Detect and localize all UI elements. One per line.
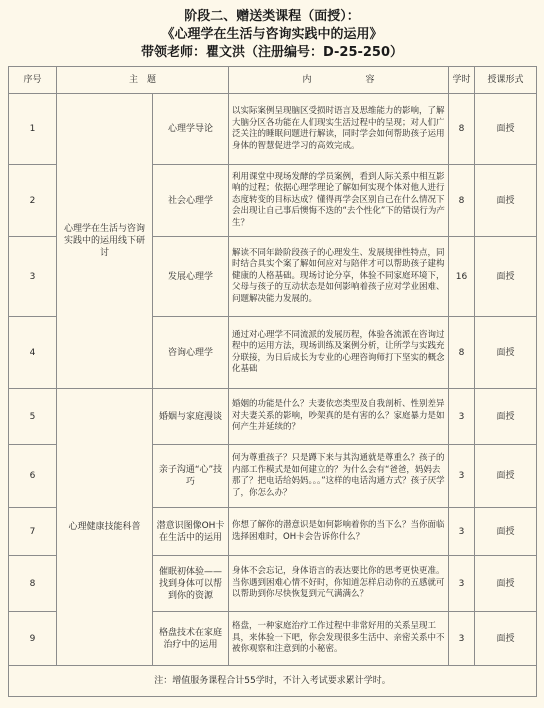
course-description: 你想了解你的潜意识是如何影响着你的当下么？当你面临选择困难时，OH卡会告诉你什么？ [229, 508, 449, 556]
col-header-topic: 主 题 [57, 67, 229, 94]
course-hours: 3 [449, 445, 475, 508]
course-format: 面授 [475, 94, 537, 165]
row-number: 7 [9, 508, 57, 556]
course-name: 催眠初体验——找到身体可以帮到你的资源 [153, 556, 229, 612]
course-name: 咨询心理学 [153, 317, 229, 389]
stage-title: 阶段二、赠送类课程（面授）： [184, 9, 360, 24]
course-description: 利用课堂中现场发酵的学员案例，看到人际关系中相互影响的过程；依据心理学理论了解如何实现个体对他人进行态度转变的目标达成？懂得再学会区别自己在什么情况下会出现让自己事后懊悔不迭的“去个性化”下的错误行为产生？ [229, 165, 449, 237]
table-header-row [9, 67, 537, 94]
course-name: 社会心理学 [153, 165, 229, 237]
course-hours: 3 [449, 556, 475, 612]
course-name: 格盘技术在家庭治疗中的运用 [153, 612, 229, 666]
course-format: 面授 [475, 612, 537, 666]
footer-row [9, 666, 537, 697]
col-header-format: 授课形式 [475, 67, 537, 94]
row-number: 4 [9, 317, 57, 389]
course-hours: 3 [449, 612, 475, 666]
teacher-line: 带领老师：瞿文洪（注册编号：D-25-250） [140, 45, 404, 60]
course-description: 何为尊重孩子？只是蹲下来与其沟通就是尊重么？孩子的内部工作模式是如何建立的？为什么会有“爸爸，妈妈去那了？把电话给妈妈。。。”这样的电话沟通方式？孩子厌学了，你怎么办？ [229, 445, 449, 508]
course-name: 潜意识图像OH卡在生活中的运用 [153, 508, 229, 556]
course-description: 身体不会忘记，身体语言的表达要比你的思考更快更准。当你遇到困难心情不好时，你知道怎样启动你的五感就可以帮助到你尽快恢复到元气满满么？ [229, 556, 449, 612]
course-name: 发展心理学 [153, 237, 229, 317]
course-format: 面授 [475, 317, 537, 389]
row-number: 3 [9, 237, 57, 317]
row-number: 1 [9, 94, 57, 165]
course-name: 心理学导论 [153, 94, 229, 165]
course-format: 面授 [475, 508, 537, 556]
course-name: 婚姻与家庭漫谈 [153, 389, 229, 445]
course-hours: 3 [449, 389, 475, 445]
course-hours: 3 [449, 508, 475, 556]
course-hours: 16 [449, 237, 475, 317]
course-name: 亲子沟通“心”技巧 [153, 445, 229, 508]
col-header-hours: 学时 [449, 67, 475, 94]
category-cell: 心理健康技能科普 [57, 389, 153, 666]
course-format: 面授 [475, 389, 537, 445]
category-cell: 心理学在生活与咨询实践中的运用线下研讨 [57, 94, 153, 389]
course-format: 面授 [475, 556, 537, 612]
table-row [9, 94, 537, 165]
course-hours: 8 [449, 165, 475, 237]
course-description: 通过对心理学不同流派的发展历程，体验各流派在咨询过程中的运用方法，现场训练及案例分析，让所学与实践充分联接，为日后成长为专业的心理咨询师打下坚实的概念化基础 [229, 317, 449, 389]
course-table [8, 66, 537, 697]
course-title: 《心理学在生活与咨询实践中的运用》 [161, 27, 383, 42]
course-format: 面授 [475, 445, 537, 508]
col-header-content: 内 容 [229, 67, 449, 94]
course-hours: 8 [449, 317, 475, 389]
course-format: 面授 [475, 237, 537, 317]
row-number: 5 [9, 389, 57, 445]
course-description: 解读不同年龄阶段孩子的心理发生、发展规律性特点，同时结合具实个案了解如何应对与陪伴才可以帮助孩子建构健康的人格基础。现场讨论分享，体验不同家庭环境下，父母与孩子的互动状态是如何影响着孩子应对学业困难、问题解决能力发展的。 [229, 237, 449, 317]
course-hours: 8 [449, 94, 475, 165]
table-row [9, 389, 537, 445]
row-number: 2 [9, 165, 57, 237]
row-number: 9 [9, 612, 57, 666]
course-description: 以实际案例呈现脑区受损时语言及思维能力的影响，了解大脑分区各功能在人们现实生活过程中的呈现；对人们广泛关注的睡眠问题进行解读，同时学会如何帮助孩子运用身体的智慧促进学习的高效完成。 [229, 94, 449, 165]
course-format: 面授 [475, 165, 537, 237]
col-header-num: 序号 [9, 67, 57, 94]
course-description: 婚姻的功能是什么？夫妻依恋类型及自我剖析、性别差异对夫妻关系的影响，吵架真的是有害的么？家庭暴力是如何产生并延续的？ [229, 389, 449, 445]
course-description: 格盘，一种家庭治疗工作过程中非常好用的关系呈现工具，来体验一下吧，你会发现很多生活中、亲密关系中不被你观察和注意到的小秘密。 [229, 612, 449, 666]
row-number: 8 [9, 556, 57, 612]
row-number: 6 [9, 445, 57, 508]
document-header [8, 8, 536, 66]
footer-note: 注：增值服务课程合计55学时，不计入考试要求累计学时。 [9, 666, 537, 697]
